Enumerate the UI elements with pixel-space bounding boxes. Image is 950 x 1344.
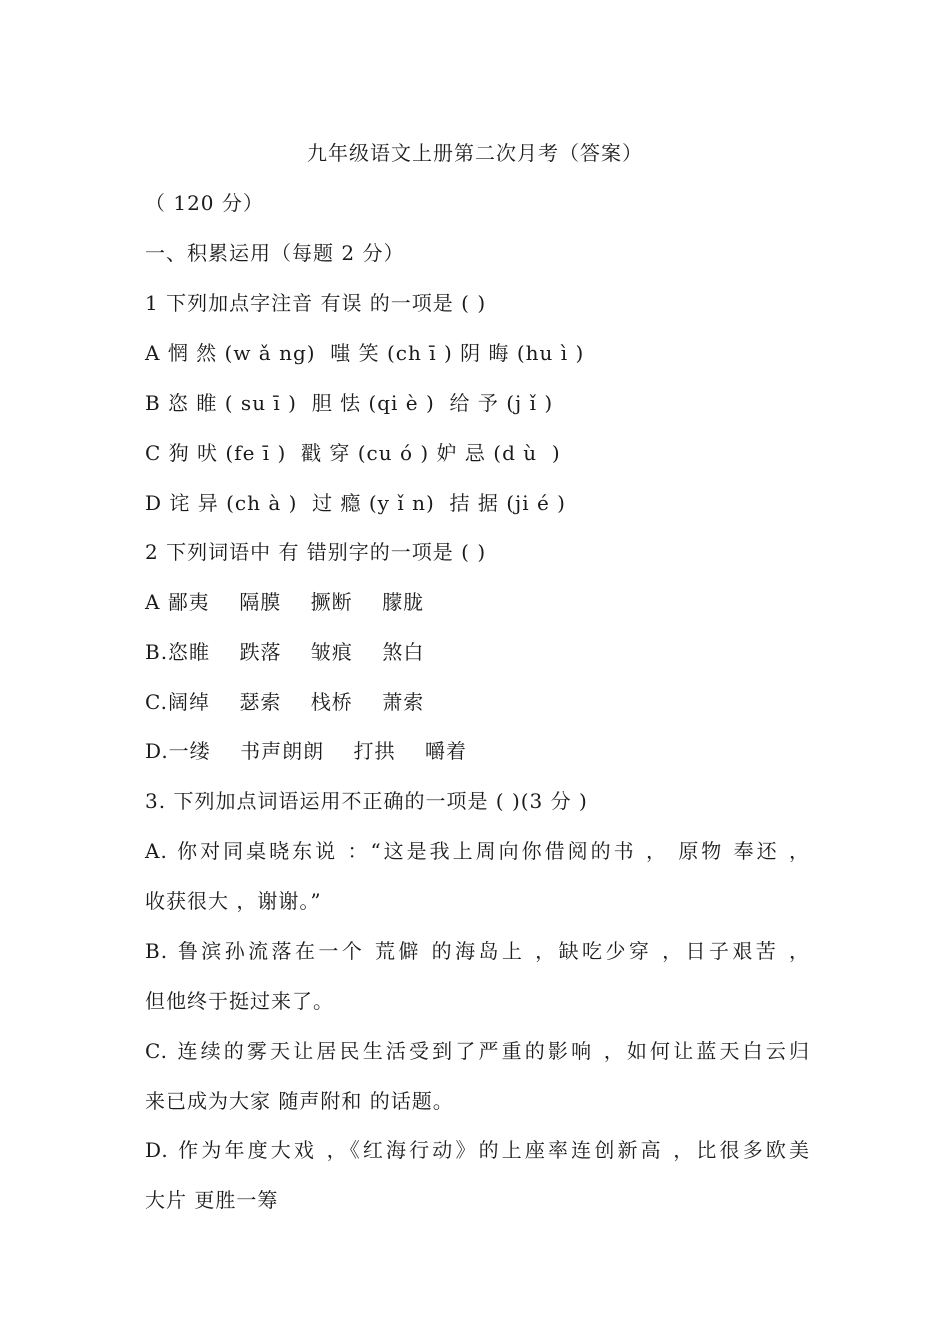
question-3-option-d-line-1: D. 作为年度大戏 ，《红海行动》的上座率连创新高 ，比很多欧美	[145, 1138, 810, 1162]
question-3-option-b-line-1: B. 鲁滨孙流落在一个 荒僻 的海岛上 ，缺吃少穿 ，日子艰苦 ，	[145, 939, 810, 963]
question-3-stem: 3. 下列加点词语运用不正确的一项是 ( )(3 分 )	[145, 789, 588, 813]
question-1-stem: 1 下列加点字注音 有误 的一项是 ( )	[145, 291, 487, 315]
section-heading: 一、积累运用（每题 2 分）	[145, 241, 405, 265]
question-3-option-b-line-2: 但他终于挺过来了。	[145, 989, 334, 1013]
question-1-option-c: C 狗 吠 (fe ī ) 戳 穿 (cu ó ) 妒 忌 (d ù )	[145, 441, 561, 465]
question-3-option-d-line-2: 大片 更胜一筹	[145, 1188, 279, 1212]
question-2-option-c: C.阔绰 瑟索 栈桥 萧索	[145, 690, 425, 714]
question-3-option-a-line-2: 收获很大 ，谢谢。”	[145, 889, 322, 913]
question-1-option-d: D 诧 异 (ch à ) 过 瘾 (y ǐ n) 拮 据 (ji é )	[145, 491, 566, 515]
question-3-option-c-line-1: C. 连续的雾天让居民生活受到了严重的影响 ，如何让蓝天白云归	[145, 1039, 810, 1063]
question-2-option-d: D.一缕 书声朗朗 打拱 嚼着	[145, 739, 467, 763]
total-score: （ 120 分）	[145, 191, 264, 215]
question-1-option-a: A 惘 然 (w ǎ ng) 嗤 笑 (ch ī ) 阴 晦 (hu ì )	[145, 341, 585, 365]
page-title: 九年级语文上册第二次月考（答案）	[307, 141, 643, 165]
question-3-option-c-line-2: 来已成为大家 随声附和 的话题。	[145, 1089, 454, 1113]
question-1-option-b: B 恣 睢 ( su ī ) 胆 怯 (qi è ) 给 予 (j ǐ )	[145, 391, 554, 415]
question-2-option-a: A 鄙夷 隔膜 撅断 朦胧	[145, 590, 425, 614]
question-2-option-b: B.恣睢 跌落 皱痕 煞白	[145, 640, 425, 664]
question-3-option-a-line-1: A. 你对同桌晓东说 ：“这是我上周向你借阅的书 ， 原物 奉还 ，	[145, 839, 810, 863]
question-2-stem: 2 下列词语中 有 错别字的一项是 ( )	[145, 540, 487, 564]
